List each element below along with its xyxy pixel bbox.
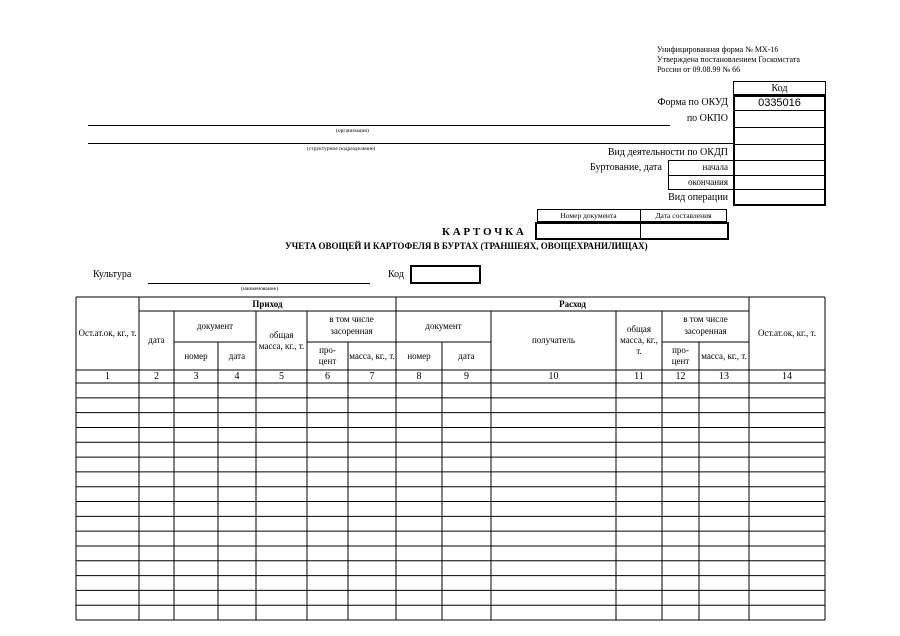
table-cell[interactable]	[617, 384, 662, 398]
table-cell[interactable]	[175, 399, 218, 413]
table-cell[interactable]	[750, 532, 825, 546]
table-cell[interactable]	[397, 547, 442, 561]
col-recipient: получатель	[531, 335, 575, 345]
table-cell[interactable]	[663, 532, 699, 546]
col-expense-total-mass: общая масса, кг., т.	[620, 324, 658, 356]
table-cell[interactable]	[219, 503, 256, 517]
table-cell[interactable]	[257, 591, 307, 605]
table-cell[interactable]	[140, 517, 174, 531]
table-cell[interactable]	[219, 473, 256, 487]
table-cell[interactable]	[663, 414, 699, 428]
table-cell[interactable]	[257, 577, 307, 591]
table-cell[interactable]	[492, 532, 616, 546]
division-caption: (структурное подразделение)	[307, 146, 376, 152]
col-income-date: дата	[148, 335, 165, 345]
column-number: 8	[416, 371, 422, 382]
table-cell[interactable]	[397, 443, 442, 457]
form-approval-date: России от 09.08.99 № 66	[657, 65, 741, 74]
table-cell[interactable]	[700, 532, 749, 546]
column-number: 10	[548, 371, 559, 382]
table-cell[interactable]	[617, 458, 662, 472]
table-cell[interactable]	[617, 443, 662, 457]
doc-number-label: Номер документа	[560, 211, 617, 220]
table-cell[interactable]	[492, 399, 616, 413]
table-cell[interactable]	[750, 443, 825, 457]
table-cell[interactable]	[308, 606, 348, 620]
table-cell[interactable]	[257, 399, 307, 413]
col-income-document: документ	[196, 321, 234, 331]
table-cell[interactable]	[257, 503, 307, 517]
col-income-percent: про- цент	[318, 345, 337, 366]
table-cell[interactable]	[219, 591, 256, 605]
table-cell[interactable]	[308, 458, 348, 472]
table-cell[interactable]	[443, 606, 491, 620]
table-cell[interactable]	[308, 562, 348, 576]
table-cell[interactable]	[308, 547, 348, 561]
table-cell[interactable]	[492, 606, 616, 620]
table-cell[interactable]	[492, 503, 616, 517]
table-cell[interactable]	[700, 399, 749, 413]
table-cell[interactable]	[700, 473, 749, 487]
table-cell[interactable]	[617, 591, 662, 605]
col-expense-document: документ	[425, 321, 462, 331]
table-cell[interactable]	[617, 532, 662, 546]
table-cell[interactable]	[349, 399, 396, 413]
column-number: 13	[719, 371, 729, 382]
table-cell[interactable]	[77, 517, 139, 531]
table-cell[interactable]	[349, 488, 396, 502]
table-cell[interactable]	[219, 443, 256, 457]
table-cell[interactable]	[77, 562, 139, 576]
table-cell[interactable]	[308, 488, 348, 502]
table-cell[interactable]	[140, 428, 174, 442]
table-cell[interactable]	[700, 488, 749, 502]
table-cell[interactable]	[397, 399, 442, 413]
table-cell[interactable]	[219, 428, 256, 442]
table-cell[interactable]	[77, 458, 139, 472]
table-cell[interactable]	[700, 428, 749, 442]
table-cell[interactable]	[140, 399, 174, 413]
table-cell[interactable]	[700, 443, 749, 457]
table-cell[interactable]	[219, 577, 256, 591]
table-cell[interactable]	[663, 473, 699, 487]
table-cell[interactable]	[750, 591, 825, 605]
table-cell[interactable]	[257, 414, 307, 428]
table-cell[interactable]	[492, 384, 616, 398]
column-number: 3	[193, 371, 199, 382]
table-cell[interactable]	[349, 517, 396, 531]
table-cell[interactable]	[175, 458, 218, 472]
table-cell[interactable]	[663, 384, 699, 398]
table-cell[interactable]	[492, 414, 616, 428]
table-cell[interactable]	[750, 399, 825, 413]
table-cell[interactable]	[77, 414, 139, 428]
table-cell[interactable]	[492, 517, 616, 531]
table-cell[interactable]	[219, 517, 256, 531]
table-cell[interactable]	[750, 517, 825, 531]
table-cell[interactable]	[617, 488, 662, 502]
form-approval: Утверждена постановлением Госкомстата	[657, 55, 800, 64]
table-cell[interactable]	[308, 399, 348, 413]
table-cell[interactable]	[700, 517, 749, 531]
culture-code-label: Код	[388, 269, 404, 280]
col-expense-doc-date: дата	[458, 350, 475, 361]
table-cell[interactable]	[397, 488, 442, 502]
table-cell[interactable]	[663, 577, 699, 591]
table-cell[interactable]	[492, 473, 616, 487]
table-cell[interactable]	[349, 562, 396, 576]
table-cell[interactable]	[175, 414, 218, 428]
table-cell[interactable]	[308, 473, 348, 487]
table-cell[interactable]	[443, 443, 491, 457]
table-cell[interactable]	[750, 428, 825, 442]
table-cell[interactable]	[492, 443, 616, 457]
table-cell[interactable]	[443, 488, 491, 502]
table-cell[interactable]	[617, 606, 662, 620]
table-cell[interactable]	[257, 562, 307, 576]
table-cell[interactable]	[750, 488, 825, 502]
table-cell[interactable]	[140, 414, 174, 428]
table-cell[interactable]	[617, 517, 662, 531]
table-cell[interactable]	[140, 606, 174, 620]
table-cell[interactable]	[77, 428, 139, 442]
income-header: Приход	[252, 298, 283, 309]
table-cell[interactable]	[257, 473, 307, 487]
table-cell[interactable]	[257, 532, 307, 546]
table-cell[interactable]	[77, 384, 139, 398]
table-cell[interactable]	[308, 443, 348, 457]
table-cell[interactable]	[443, 399, 491, 413]
organization-caption: (организация)	[336, 128, 369, 134]
table-cell[interactable]	[750, 503, 825, 517]
table-cell[interactable]	[175, 517, 218, 531]
table-cell[interactable]	[397, 503, 442, 517]
table-cell[interactable]	[257, 443, 307, 457]
expense-header: Расход	[559, 298, 586, 309]
table-cell[interactable]	[257, 428, 307, 442]
table-cell[interactable]	[77, 473, 139, 487]
table-cell[interactable]	[140, 562, 174, 576]
table-cell[interactable]	[492, 562, 616, 576]
table-cell[interactable]	[492, 591, 616, 605]
table-cell[interactable]	[175, 532, 218, 546]
table-cell[interactable]	[140, 547, 174, 561]
culture-caption: (наименование)	[241, 286, 278, 292]
table-cell[interactable]	[219, 458, 256, 472]
table-cell[interactable]	[750, 458, 825, 472]
table-cell[interactable]	[700, 562, 749, 576]
col-income-trash-header: в том числе засоренная	[329, 314, 374, 336]
table-cell[interactable]	[663, 606, 699, 620]
table-cell[interactable]	[257, 488, 307, 502]
table-cell[interactable]	[443, 384, 491, 398]
table-cell[interactable]	[349, 606, 396, 620]
table-cell[interactable]	[140, 503, 174, 517]
table-cell[interactable]	[700, 458, 749, 472]
table-cell[interactable]	[349, 503, 396, 517]
col-balance-left: Ост.ат.ок, кг., т.	[78, 328, 137, 338]
table-cell[interactable]	[308, 384, 348, 398]
table-cell[interactable]	[219, 414, 256, 428]
table-cell[interactable]	[308, 532, 348, 546]
column-number: 11	[634, 371, 644, 382]
table-cell[interactable]	[349, 532, 396, 546]
table-cell[interactable]	[349, 414, 396, 428]
table-cell[interactable]	[617, 577, 662, 591]
table-cell[interactable]	[77, 547, 139, 561]
table-cell[interactable]	[257, 517, 307, 531]
table-cell[interactable]	[308, 414, 348, 428]
table-cell[interactable]	[349, 458, 396, 472]
table-cell[interactable]	[397, 428, 442, 442]
column-number: 6	[325, 371, 330, 382]
table-cell[interactable]	[175, 443, 218, 457]
col-expense-doc-number: номер	[407, 350, 431, 361]
table-cell[interactable]	[750, 414, 825, 428]
table-cell[interactable]	[663, 488, 699, 502]
table-cell[interactable]	[617, 399, 662, 413]
table-cell[interactable]	[700, 547, 749, 561]
table-cell[interactable]	[443, 577, 491, 591]
table-cell[interactable]	[443, 458, 491, 472]
table-cell[interactable]	[77, 443, 139, 457]
column-number: 2	[154, 371, 159, 382]
table-cell[interactable]	[617, 414, 662, 428]
table-cell[interactable]	[349, 443, 396, 457]
table-cell[interactable]	[397, 384, 442, 398]
table-cell[interactable]	[663, 547, 699, 561]
table-cell[interactable]	[397, 473, 442, 487]
table-cell[interactable]	[308, 577, 348, 591]
column-number: 4	[234, 371, 240, 382]
table-cell[interactable]	[175, 547, 218, 561]
table-cell[interactable]	[700, 503, 749, 517]
table-cell[interactable]	[397, 577, 442, 591]
table-cell[interactable]	[700, 384, 749, 398]
table-cell[interactable]	[443, 517, 491, 531]
table-cell[interactable]	[140, 577, 174, 591]
okud-value[interactable]: 0335016	[758, 96, 801, 109]
table-cell[interactable]	[492, 488, 616, 502]
table-cell[interactable]	[700, 591, 749, 605]
table-cell[interactable]	[175, 591, 218, 605]
card-subtitle: УЧЕТА ОВОЩЕЙ И КАРТОФЕЛЯ В БУРТАХ (ТРАНШЕЯХ, ОВОЩЕХРАНИЛИЩАХ)	[285, 241, 648, 251]
table-cell[interactable]	[349, 473, 396, 487]
table-cell[interactable]	[308, 428, 348, 442]
table-cell[interactable]	[617, 473, 662, 487]
table-cell[interactable]	[140, 443, 174, 457]
table-cell[interactable]	[175, 606, 218, 620]
table-cell[interactable]	[349, 384, 396, 398]
table-cell[interactable]	[492, 458, 616, 472]
table-cell[interactable]	[397, 591, 442, 605]
table-cell[interactable]	[219, 606, 256, 620]
table-cell[interactable]	[663, 443, 699, 457]
col-income-mass: масса, кг., т.	[349, 350, 395, 361]
table-cell[interactable]	[219, 399, 256, 413]
okdp-label: Вид деятельности по ОКДП	[607, 147, 728, 158]
burt-end-label: окончания	[687, 177, 728, 187]
table-cell[interactable]	[492, 577, 616, 591]
burt-start-label: начала	[702, 162, 728, 172]
table-cell[interactable]	[663, 591, 699, 605]
table-cell[interactable]	[140, 473, 174, 487]
table-cell[interactable]	[308, 517, 348, 531]
table-cell[interactable]	[492, 428, 616, 442]
table-cell[interactable]	[175, 503, 218, 517]
table-cell[interactable]	[77, 577, 139, 591]
col-income-total-mass: общая масса, кг., т.	[258, 329, 305, 351]
col-income-doc-number: номер	[184, 350, 208, 361]
table-cell[interactable]	[175, 562, 218, 576]
col-expense-mass: масса, кг., т.	[701, 350, 747, 361]
operation-label: Вид операции	[668, 192, 728, 203]
column-number: 9	[464, 371, 469, 382]
table-cell[interactable]	[175, 577, 218, 591]
table-cell[interactable]	[750, 384, 825, 398]
table-cell[interactable]	[349, 547, 396, 561]
table-cell[interactable]	[617, 428, 662, 442]
table-cell[interactable]	[443, 473, 491, 487]
burt-label: Буртование, дата	[590, 162, 662, 173]
column-number: 14	[782, 371, 792, 382]
column-number: 5	[279, 371, 284, 382]
table-cell[interactable]	[140, 384, 174, 398]
table-cell[interactable]	[663, 428, 699, 442]
table-cell[interactable]	[175, 488, 218, 502]
table-cell[interactable]	[140, 591, 174, 605]
table-cell[interactable]	[700, 606, 749, 620]
table-cell[interactable]	[443, 503, 491, 517]
table-cell[interactable]	[77, 488, 139, 502]
table-cell[interactable]	[397, 606, 442, 620]
table-cell[interactable]	[443, 547, 491, 561]
table-cell[interactable]	[397, 414, 442, 428]
table-cell[interactable]	[700, 577, 749, 591]
column-number: 1	[105, 371, 110, 382]
col-expense-percent: про- цент	[671, 345, 690, 366]
table-cell[interactable]	[617, 562, 662, 576]
table-cell[interactable]	[663, 562, 699, 576]
table-cell[interactable]	[663, 458, 699, 472]
table-cell[interactable]	[77, 591, 139, 605]
table-cell[interactable]	[257, 458, 307, 472]
table-cell[interactable]	[750, 547, 825, 561]
table-cell[interactable]	[175, 428, 218, 442]
card-title: К А Р Т О Ч К А	[442, 226, 524, 238]
table-cell[interactable]	[443, 428, 491, 442]
table-cell[interactable]	[308, 503, 348, 517]
table-cell[interactable]	[397, 458, 442, 472]
table-cell[interactable]	[219, 384, 256, 398]
table-cell[interactable]	[700, 414, 749, 428]
table-cell[interactable]	[77, 503, 139, 517]
table-cell[interactable]	[77, 532, 139, 546]
table-cell[interactable]	[257, 384, 307, 398]
table-cell[interactable]	[219, 488, 256, 502]
code-header: Код	[771, 82, 788, 94]
table-cell[interactable]	[308, 591, 348, 605]
table-cell[interactable]	[617, 503, 662, 517]
table-cell[interactable]	[140, 488, 174, 502]
col-expense-trash-header: в том числе засоренная	[683, 314, 728, 336]
table-cell[interactable]	[257, 606, 307, 620]
col-balance-right: Ост.ат.ок, кг., т.	[758, 328, 816, 338]
table-cell[interactable]	[443, 414, 491, 428]
table-cell[interactable]	[750, 473, 825, 487]
column-number: 12	[675, 371, 686, 382]
table-cell[interactable]	[349, 428, 396, 442]
table-cell[interactable]	[397, 562, 442, 576]
table-cell[interactable]	[140, 532, 174, 546]
col-income-doc-date: дата	[228, 350, 246, 361]
table-cell[interactable]	[443, 591, 491, 605]
table-cell[interactable]	[663, 399, 699, 413]
okpo-label: по ОКПО	[686, 113, 728, 124]
table-cell[interactable]	[750, 562, 825, 576]
table-cell[interactable]	[397, 532, 442, 546]
table-cell[interactable]	[617, 547, 662, 561]
okud-label: Форма по ОКУД	[657, 97, 728, 108]
table-cell[interactable]	[175, 384, 218, 398]
form-name: Унифицированная форма № МХ-16	[657, 45, 779, 54]
table-cell[interactable]	[443, 532, 491, 546]
table-cell[interactable]	[219, 562, 256, 576]
culture-label: Культура	[93, 269, 132, 280]
table-cell[interactable]	[492, 547, 616, 561]
table-cell[interactable]	[443, 562, 491, 576]
table-cell[interactable]	[750, 606, 825, 620]
table-cell[interactable]	[77, 399, 139, 413]
table-cell[interactable]	[175, 473, 218, 487]
table-cell[interactable]	[219, 547, 256, 561]
table-cell[interactable]	[140, 458, 174, 472]
doc-date-label: Дата составления	[655, 211, 712, 220]
table-cell[interactable]	[397, 517, 442, 531]
table-cell[interactable]	[663, 517, 699, 531]
table-cell[interactable]	[750, 577, 825, 591]
table-cell[interactable]	[77, 606, 139, 620]
table-cell[interactable]	[219, 532, 256, 546]
table-cell[interactable]	[663, 503, 699, 517]
table-cell[interactable]	[257, 547, 307, 561]
column-number: 7	[369, 371, 375, 382]
table-cell[interactable]	[349, 577, 396, 591]
table-cell[interactable]	[349, 591, 396, 605]
